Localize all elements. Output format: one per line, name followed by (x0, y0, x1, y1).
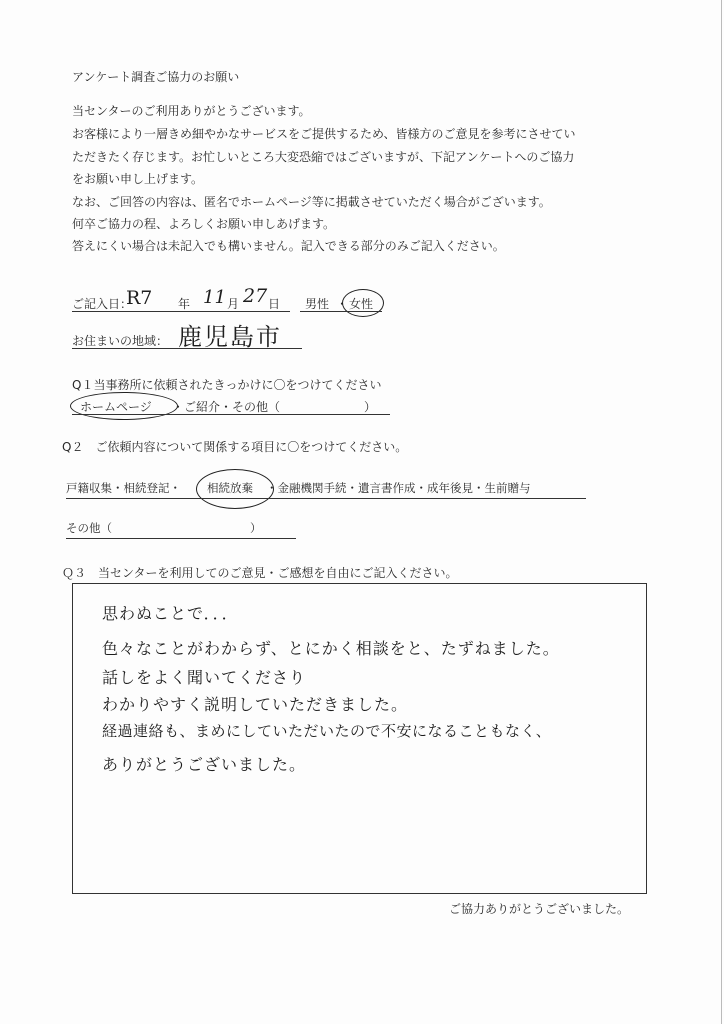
intro-line: 当センターのご利用ありがとうございます。 (72, 104, 311, 118)
intro-line: お客様により一層きめ細やかなサービスをご提供するため、皆様方のご意見を参考にさせてい (72, 127, 576, 141)
q2-question: Q２ ご依頼内容について関係する項目に〇をつけてください。 (62, 440, 408, 454)
q3-answer-line: わかりやすく説明していただきました。 (102, 695, 409, 714)
area-label: お住まいの地域： (72, 334, 169, 348)
homepage-selection-circle (70, 392, 178, 420)
intro-line: 答えにくい場合は未記入でも構いません。記入できる部分のみご記入ください。 (72, 239, 505, 253)
gender-male: 男性 (305, 297, 330, 311)
renunciation-selection-circle (196, 469, 274, 509)
area-underline (72, 348, 302, 349)
closing-thanks: ご協力ありがとうございました。 (449, 902, 630, 916)
q3-answer-line: 話しをよく聞いてくださり (102, 668, 307, 687)
q2-option-inheritance-renunciation: 相続放棄 (207, 481, 253, 495)
month-unit: 月 (227, 297, 240, 311)
date-label: ご記入日： (72, 297, 133, 311)
gender-separator: ・ (336, 297, 349, 311)
q1-question: Q１当事務所に依頼されたきっかけに〇をつけてください (72, 378, 382, 392)
date-underline (72, 311, 290, 312)
intro-line: をお願い申し上げます。 (72, 172, 204, 186)
scan-edge (721, 0, 722, 1024)
gender-female: 女性 (349, 297, 374, 311)
intro-line: なお、ご回答の内容は、匿名でホームページ等に掲載させていただく場合がございます。 (72, 195, 551, 209)
gender-underline (300, 311, 382, 312)
date-day-value: 27 (243, 285, 268, 307)
q3-answer-line: ありがとうございました。 (102, 755, 307, 774)
q3-answer-line: 経過連絡も、まめにしていただいたので不安になることもなく、 (102, 722, 552, 740)
intro-line: 何卒ご協力の程、よろしくお願い申しあげます。 (72, 217, 336, 231)
q2-options-a: 戸籍収集・相続登記・ (66, 481, 181, 495)
q3-question: Ｑ３ 当センターを利用してのご意見・ご感想を自由にご記入ください。 (62, 566, 458, 580)
q2-other: その他（ ） (66, 521, 262, 535)
day-unit: 日 (268, 297, 281, 311)
area-value: 鹿児島市 (178, 323, 282, 351)
date-month-value: 11 (203, 287, 226, 308)
page-title: アンケート調査ご協力のお願い (72, 70, 240, 84)
q2-options-b: ・金融機関手続・遺言書作成・成年後見・生前贈与 (266, 481, 531, 495)
intro-line: ただきたく存じます。お忙しいところ大変恐縮ではございますが、下記アンケートへのご協力 (72, 150, 575, 164)
q1-other-options: ・ご紹介・その他（ ） (172, 400, 377, 414)
q3-answer-line: 思わぬことで．．． (102, 604, 239, 623)
q1-option-homepage: ホームページ (80, 400, 152, 414)
date-era-value: R7 (126, 287, 153, 309)
year-unit: 年 (178, 297, 191, 311)
q3-answer-line: 色々なことがわからず、とにかく相談をと、たずねました。 (102, 639, 560, 658)
q2-other-underline (66, 538, 296, 539)
female-selection-circle (342, 289, 384, 317)
q2-underline (66, 498, 586, 499)
q1-underline (72, 414, 390, 415)
